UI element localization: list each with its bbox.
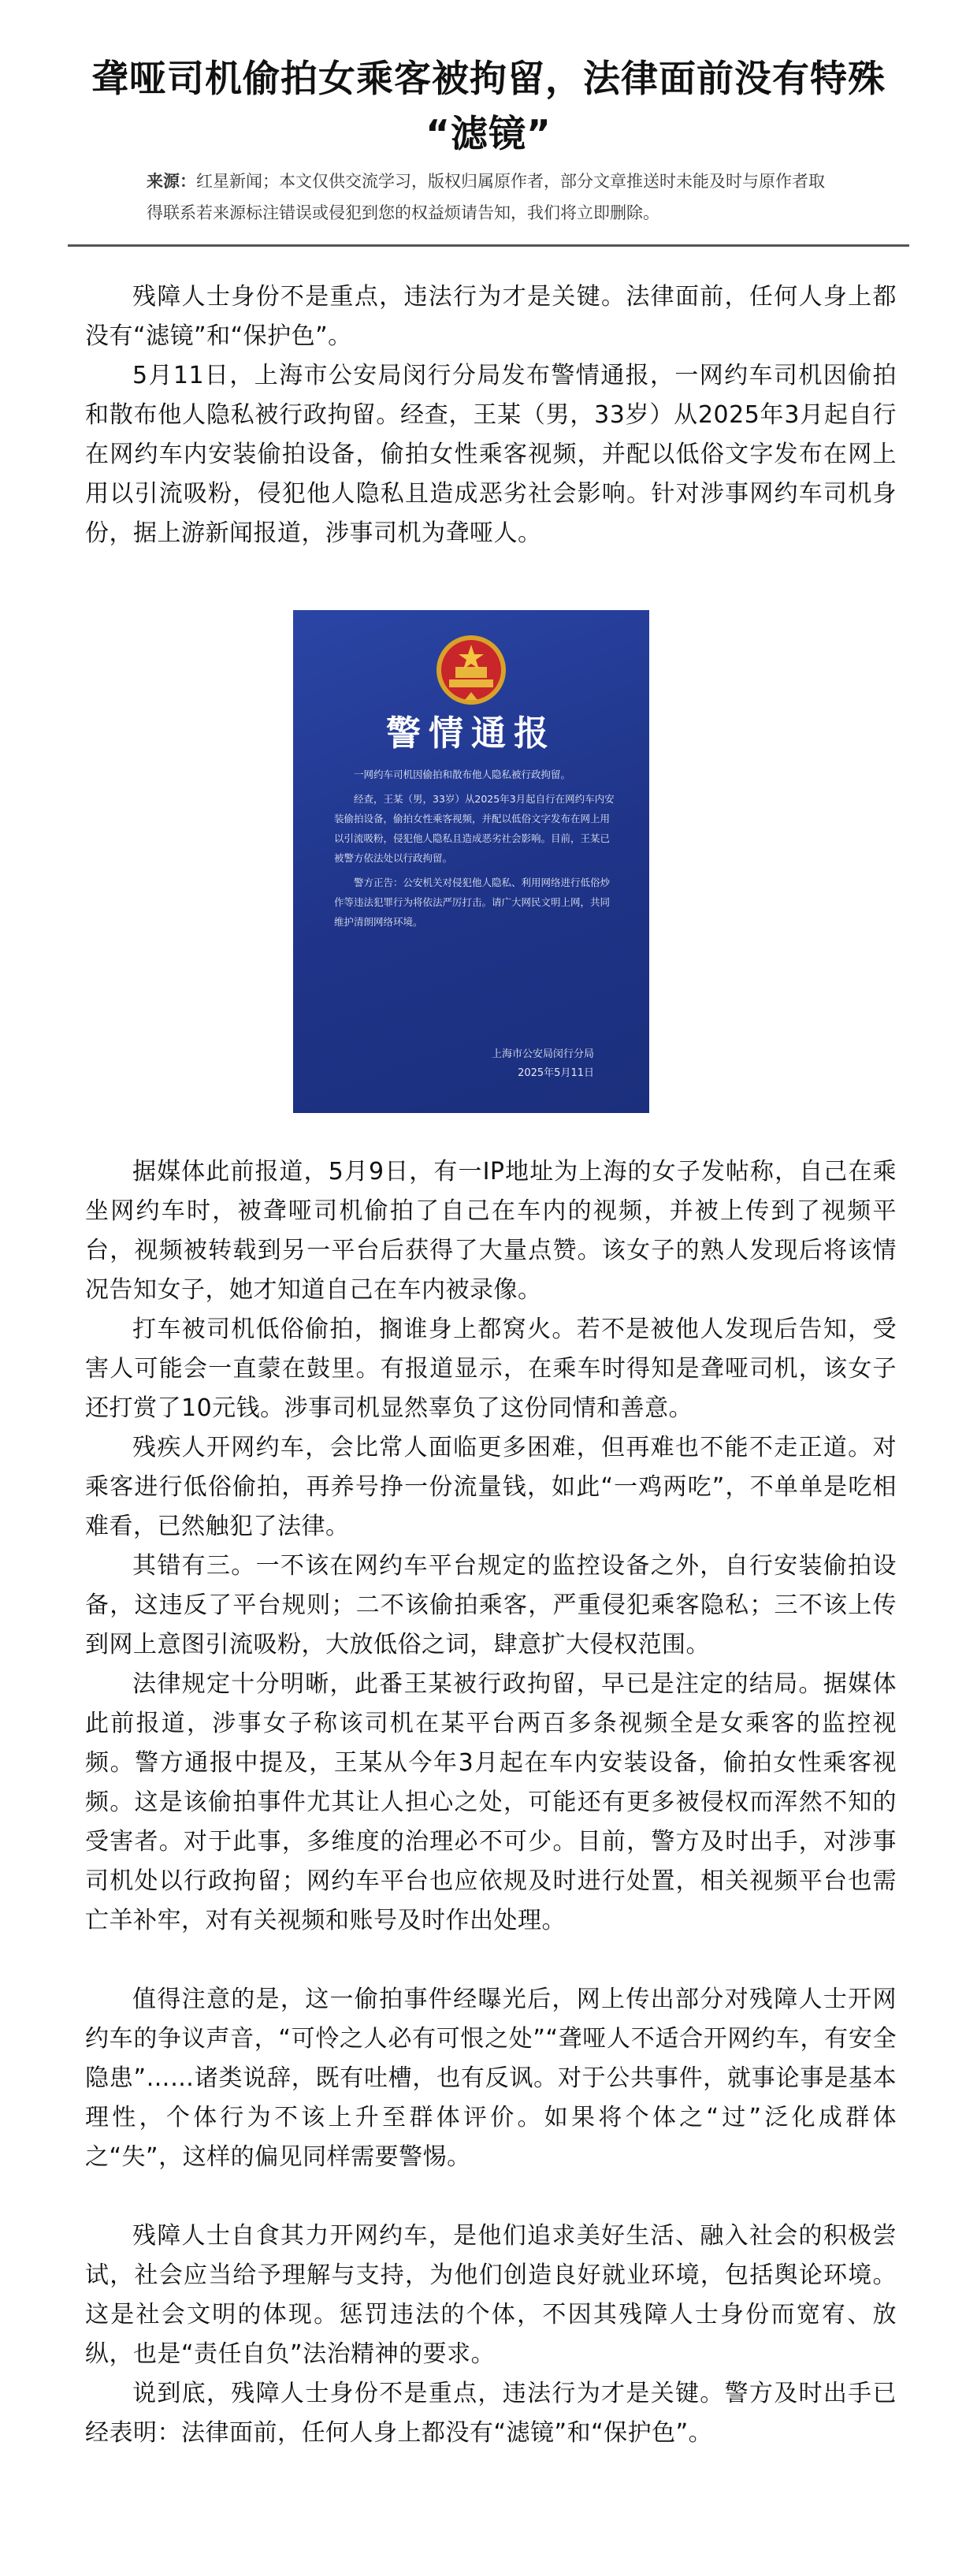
article-title: [71, 52, 906, 162]
notice-title: 警情通报: [386, 713, 556, 754]
notice-body: [334, 765, 615, 936]
paragraph-9: 残障人士自食其力开网约车，是他们追求美好生活、融入社会的积极尝试，社会应当给予理解与支持，为他们创造良好就业环境，包括舆论环境。这是社会文明的体现。惩罚违法的个体，不因其残障人士身份而宽宥、放纵，也是“责任自负”法治精神的要求。: [85, 2222, 897, 2368]
source-note: [147, 166, 840, 229]
header-divider: [68, 244, 909, 247]
paragraph-1: 残障人士身份不是重点，违法行为才是关键。法律面前，任何人身上都没有“滤镜”和“保护色”。: [85, 283, 897, 350]
notice-paragraph-3: 警方正告：公安机关对侵犯他人隐私、利用网络进行低俗炒作等违法犯罪行为将依法严厉打击。请广大网民文明上网，共同维护清朗网络环境。: [334, 877, 611, 928]
police-emblem-icon: [432, 631, 511, 709]
paragraph-10: 说到底，残障人士身份不是重点，违法行为才是关键。警方及时出手已经表明：法律面前，任何人身上都没有“滤镜”和“保护色”。: [85, 2380, 897, 2447]
paragraph-8: 值得注意的是，这一偷拍事件经曝光后，网上传出部分对残障人士开网约车的争议声音，“可怜之人必有可恨之处”“聋哑人不适合开网约车，有安全隐患”……诸类说辞，既有吐槽，也有反讽。对于公共事件，就事论事是基本理性，个体行为不该上升至群体评价。如果将个体之“过”泛化成群体之“失”，这样的偏见同样需要警惕。: [85, 1986, 897, 2171]
source-label: 来源：: [147, 172, 196, 191]
title-line-1: 聋哑司机偷拍女乘客被拘留，法律面前没有特殊: [91, 58, 886, 101]
paragraph-2: 5月11日，上海市公安局闵行分局发布警情通报，一网约车司机因偷拍和散布他人隐私被行政拘留。经查，王某（男，33岁）从2025年3月起自行在网约车内安装偷拍设备，偷拍女性乘客视频，并配以低俗文字发布在网上用以引流吸粉，侵犯他人隐私且造成恶劣社会影响。针对涉事网约车司机身份，据上游新闻报道，涉事司机为聋哑人。: [85, 362, 897, 547]
source-text: 红星新闻；本文仅供交流学习，版权归属原作者，部分文章推送时未能及时与原作者取得联系若来源标注错误或侵犯到您的权益烦请告知，我们将立即删除。: [147, 172, 825, 222]
paragraph-4: 打车被司机低俗偷拍，搁谁身上都窝火。若不是被他人发现后告知，受害人可能会一直蒙在鼓里。有报道显示，在乘车时得知是聋哑司机，该女子还打赏了10元钱。涉事司机显然辜负了这份同情和善意。: [85, 1316, 897, 1422]
notice-sign-org: 上海市公安局闵行分局: [491, 1048, 594, 1060]
paragraph-6: 其错有三。一不该在网约车平台规定的监控设备之外，自行安装偷拍设备，这违反了平台规则；二不该偷拍乘客，严重侵犯乘客隐私；三不该上传到网上意图引流吸粉，大放低俗之词，肆意扩大侵权范围。: [85, 1552, 897, 1658]
paragraph-5: 残疾人开网约车，会比常人面临更多困难，但再难也不能不走正道。对乘客进行低俗偷拍，再养号挣一份流量钱，如此“一鸡两吃”，不单单是吃相难看，已然触犯了法律。: [85, 1434, 897, 1540]
paragraph-7: 法律规定十分明晰，此番王某被行政拘留，早已是注定的结局。据媒体此前报道，涉事女子称该司机在某平台两百多条视频全是女乘客的监控视频。警方通报中提及，王某从今年3月起在车内安装设备，偷拍女性乘客视频。这是该偷拍事件尤其让人担心之处，可能还有更多被侵权而浑然不知的受害者。对于此事，多维度的治理必不可少。目前，警方及时出手，对涉事司机处以行政拘留；网约车平台也应依规及时进行处置，相关视频平台也需亡羊补牢，对有关视频和账号及时作出处理。: [85, 1670, 897, 1934]
title-line-2: “滤镜”: [425, 113, 552, 156]
notice-signature: [334, 1045, 594, 1083]
paragraph-3: 据媒体此前报道，5月9日，有一IP地址为上海的女子发帖称，自己在乘坐网约车时，被聋哑司机偷拍了自己在车内的视频，并被上传到了视频平台，视频被转载到另一平台后获得了大量点赞。该女子的熟人发现后将该情况告知女子，她才知道自己在车内被录像。: [85, 1158, 897, 1304]
police-notice-image: [293, 610, 649, 1113]
notice-paragraph-2: 经查，王某（男，33岁）从2025年3月起自行在网约车内安装偷拍设备，偷拍女性乘客视频，并配以低俗文字发布在网上用以引流吸粉，侵犯他人隐私且造成恶劣社会影响。目前，王某已被警方依法处以行政拘留。: [334, 793, 615, 864]
notice-sign-date: 2025年5月11日: [518, 1067, 594, 1079]
notice-paragraph-1: 一网约车司机因偷拍和散布他人隐私被行政拘留。: [354, 769, 571, 780]
